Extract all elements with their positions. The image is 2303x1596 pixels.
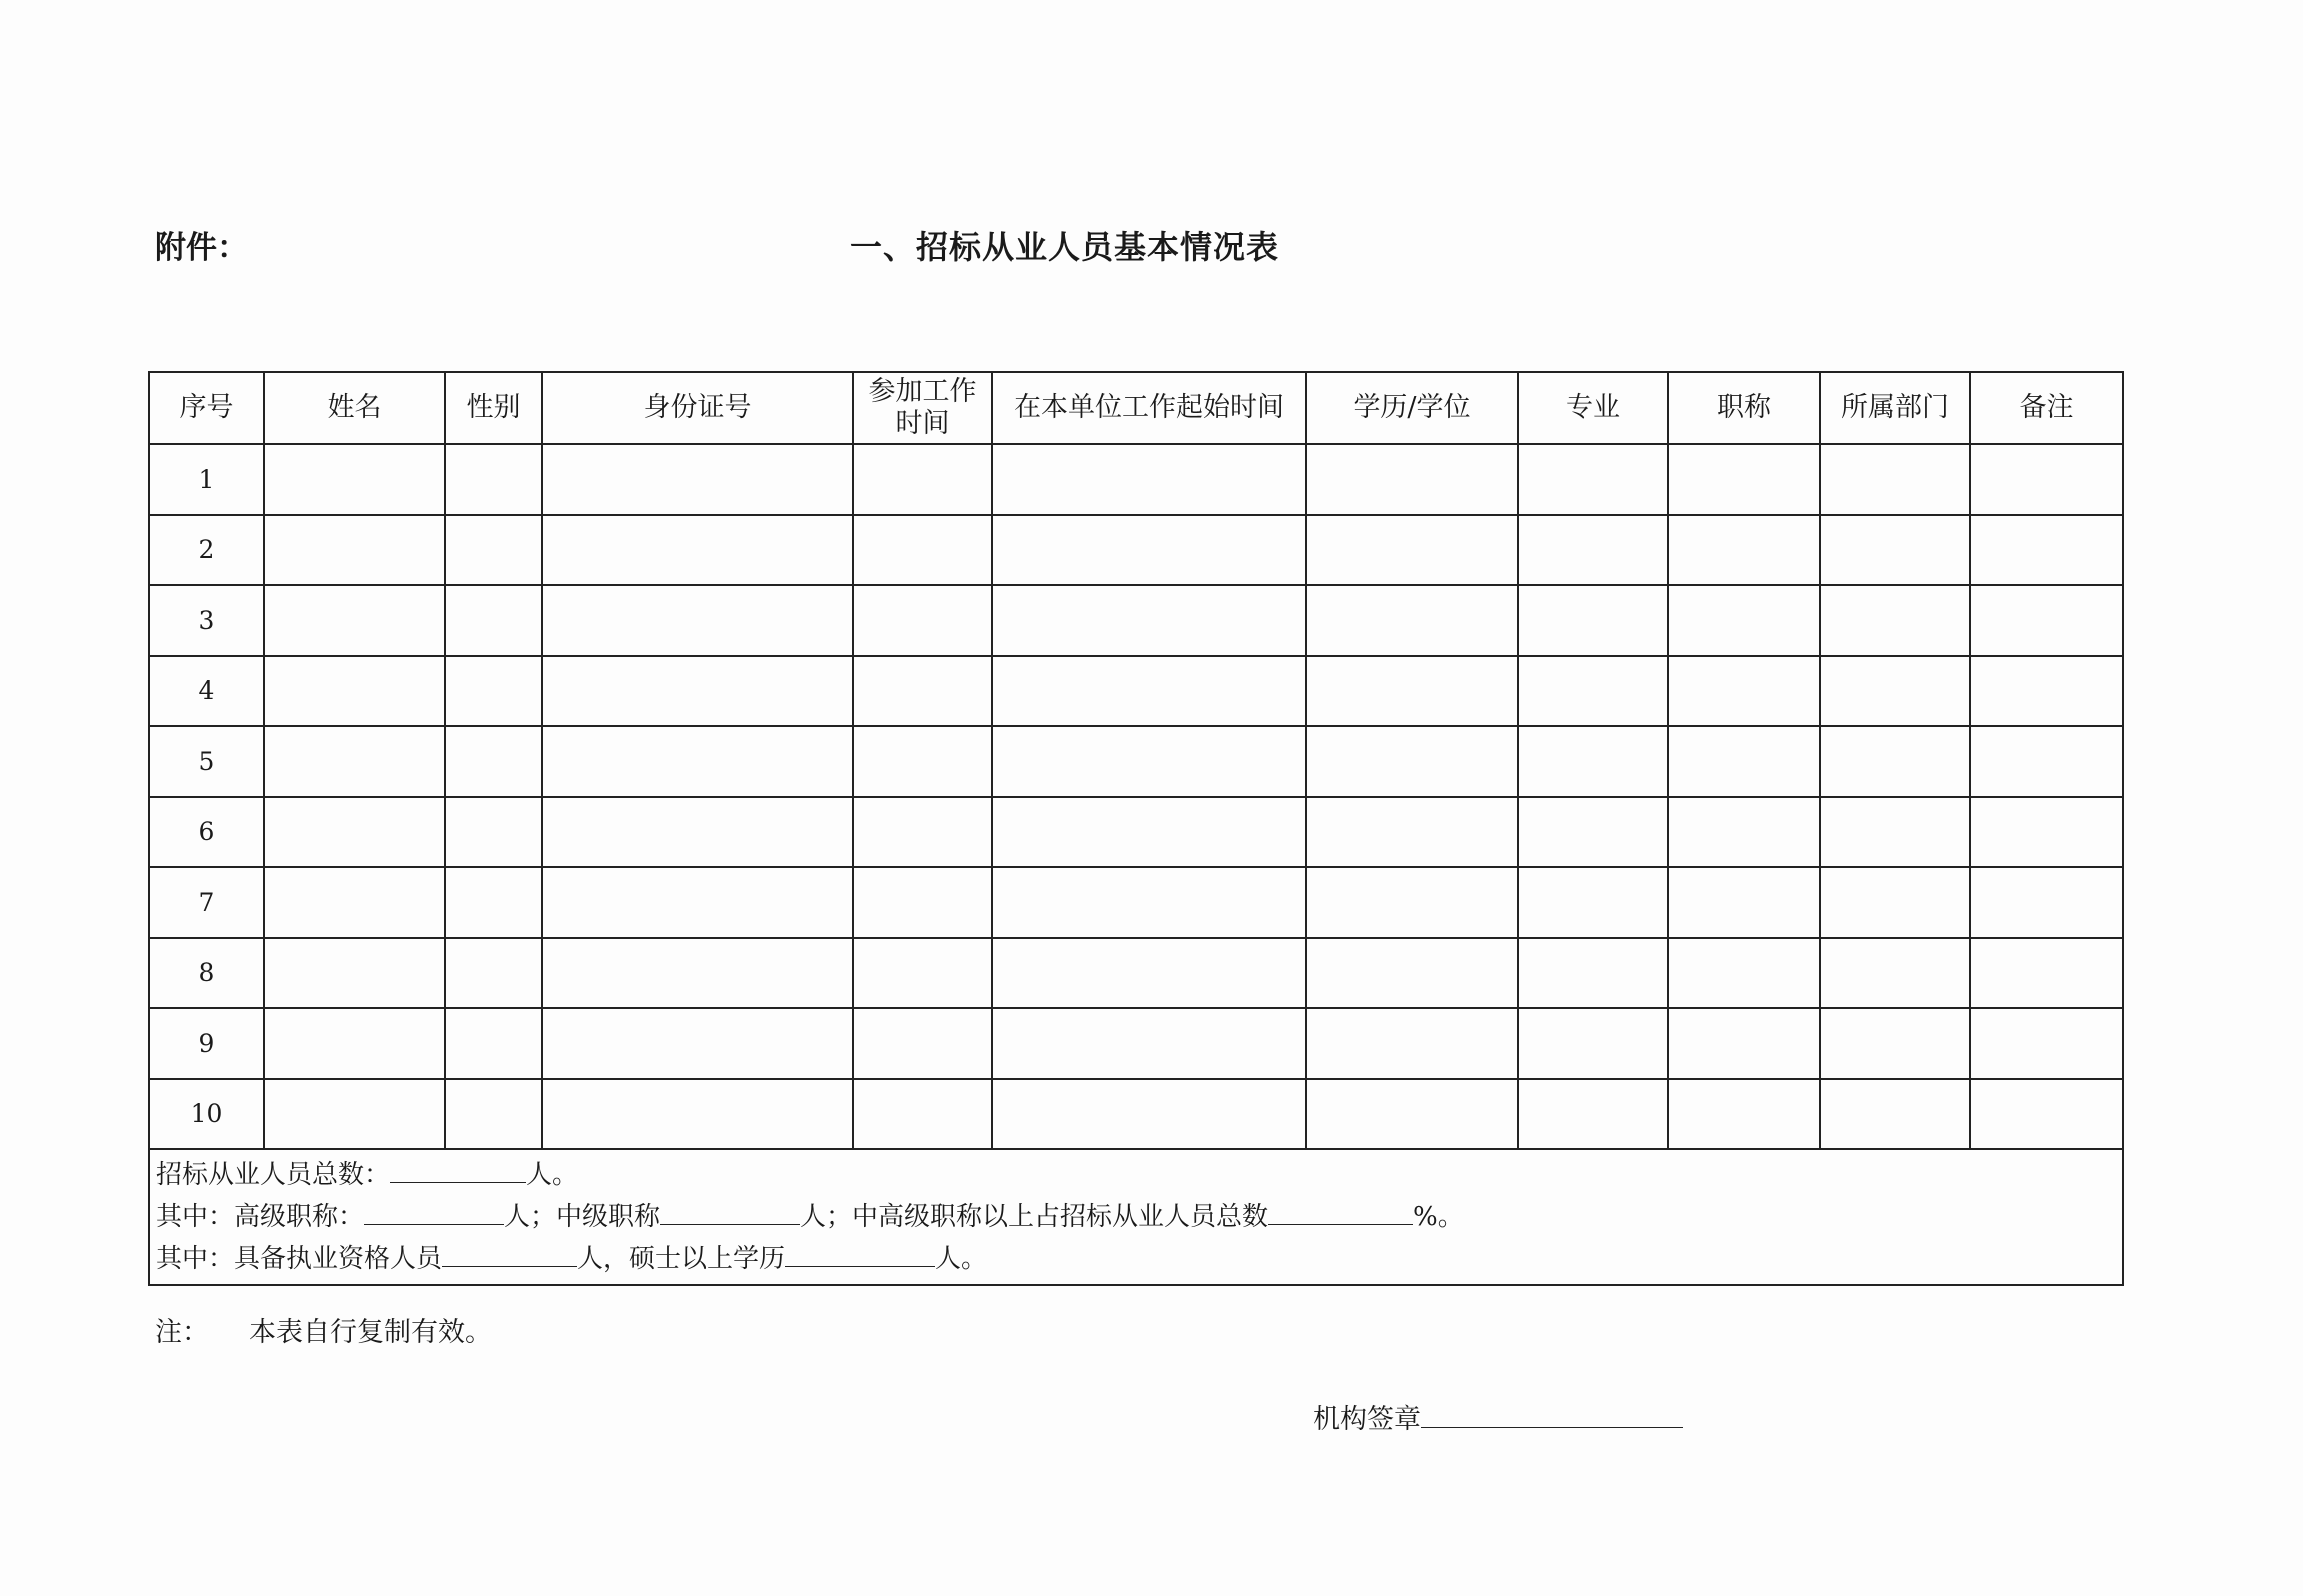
table-row [149, 515, 2123, 586]
gender-cell[interactable] [445, 938, 542, 1009]
education-cell[interactable] [1306, 938, 1518, 1009]
unit-start-cell[interactable] [992, 585, 1306, 656]
total-count-blank[interactable] [390, 1158, 526, 1183]
major-cell[interactable] [1518, 1079, 1668, 1150]
remarks-cell[interactable] [1970, 726, 2123, 797]
id-number-cell[interactable] [542, 726, 853, 797]
education-cell[interactable] [1306, 1079, 1518, 1150]
qualified-label: 其中：具备执业资格人员 [156, 1244, 443, 1274]
unit-start-cell[interactable] [992, 867, 1306, 938]
name-cell[interactable] [264, 938, 445, 1009]
department-cell[interactable] [1820, 726, 1970, 797]
gender-cell[interactable] [445, 585, 542, 656]
id-number-cell[interactable] [542, 938, 853, 1009]
id-number-cell[interactable] [542, 797, 853, 868]
unit-start-cell[interactable] [992, 1008, 1306, 1079]
gender-cell[interactable] [445, 1079, 542, 1150]
gender-cell[interactable] [445, 444, 542, 515]
name-cell[interactable] [264, 585, 445, 656]
mid-title-label: 人；中级职称 [504, 1202, 661, 1232]
personnel-table [148, 371, 2124, 1286]
column-header: 专业 [1518, 372, 1668, 444]
unit-start-cell[interactable] [992, 515, 1306, 586]
title-cell[interactable] [1668, 938, 1820, 1009]
gender-cell[interactable] [445, 726, 542, 797]
column-header: 职称 [1668, 372, 1820, 444]
title-cell[interactable] [1668, 515, 1820, 586]
gender-cell[interactable] [445, 656, 542, 727]
senior-title-blank[interactable] [364, 1200, 504, 1225]
department-cell[interactable] [1820, 585, 1970, 656]
table-row [149, 1008, 2123, 1079]
masters-blank[interactable] [785, 1242, 935, 1267]
work-start-cell[interactable] [853, 1008, 992, 1079]
id-number-cell[interactable] [542, 444, 853, 515]
work-start-cell[interactable] [853, 938, 992, 1009]
remarks-cell[interactable] [1970, 1008, 2123, 1079]
column-header: 备注 [1970, 372, 2123, 444]
work-start-cell[interactable] [853, 1079, 992, 1150]
education-cell[interactable] [1306, 585, 1518, 656]
percent-suffix: %。 [1413, 1202, 1464, 1232]
unit-start-cell[interactable] [992, 656, 1306, 727]
major-cell[interactable] [1518, 726, 1668, 797]
major-cell[interactable] [1518, 867, 1668, 938]
table-row [149, 726, 2123, 797]
document-title: 一、招标从业人员基本情况表 [850, 228, 1280, 266]
unit-start-cell[interactable] [992, 444, 1306, 515]
table-row [149, 1079, 2123, 1150]
summary-line-total [156, 1154, 2116, 1196]
row-number: 9 [149, 1008, 264, 1079]
total-suffix: 人。 [526, 1160, 579, 1190]
education-cell[interactable] [1306, 444, 1518, 515]
column-header: 参加工作时间 [853, 372, 992, 444]
education-cell[interactable] [1306, 867, 1518, 938]
row-number: 2 [149, 515, 264, 586]
education-cell[interactable] [1306, 797, 1518, 868]
name-cell[interactable] [264, 515, 445, 586]
gender-cell[interactable] [445, 515, 542, 586]
column-header: 在本单位工作起始时间 [992, 372, 1306, 444]
name-cell[interactable] [264, 726, 445, 797]
gender-cell[interactable] [445, 867, 542, 938]
footnote [155, 1310, 492, 1349]
work-start-cell[interactable] [853, 726, 992, 797]
major-cell[interactable] [1518, 1008, 1668, 1079]
row-number: 7 [149, 867, 264, 938]
table-row [149, 585, 2123, 656]
work-start-cell[interactable] [853, 585, 992, 656]
name-cell[interactable] [264, 444, 445, 515]
unit-start-cell[interactable] [992, 1079, 1306, 1150]
masters-suffix: 人。 [935, 1244, 988, 1274]
department-cell[interactable] [1820, 1079, 1970, 1150]
remarks-cell[interactable] [1970, 656, 2123, 727]
remarks-cell[interactable] [1970, 867, 2123, 938]
education-cell[interactable] [1306, 515, 1518, 586]
column-header: 性别 [445, 372, 542, 444]
total-label: 招标从业人员总数： [156, 1160, 391, 1190]
title-cell[interactable] [1668, 726, 1820, 797]
education-cell[interactable] [1306, 726, 1518, 797]
title-cell[interactable] [1668, 1008, 1820, 1079]
remarks-cell[interactable] [1970, 515, 2123, 586]
seal-label: 机构签章 [1313, 1404, 1421, 1435]
gender-cell[interactable] [445, 1008, 542, 1079]
table-row [149, 656, 2123, 727]
education-cell[interactable] [1306, 656, 1518, 727]
row-number: 6 [149, 797, 264, 868]
title-cell[interactable] [1668, 444, 1820, 515]
department-cell[interactable] [1820, 444, 1970, 515]
column-header: 身份证号 [542, 372, 853, 444]
work-start-cell[interactable] [853, 656, 992, 727]
senior-title-label: 其中：高级职称： [156, 1202, 365, 1232]
table-header-row [149, 372, 2123, 444]
summary-line-titles [156, 1196, 2116, 1238]
remarks-cell[interactable] [1970, 444, 2123, 515]
qualified-blank[interactable] [442, 1242, 577, 1267]
summary-line-qualifications [156, 1238, 2116, 1280]
title-cell[interactable] [1668, 867, 1820, 938]
work-start-cell[interactable] [853, 797, 992, 868]
unit-start-cell[interactable] [992, 797, 1306, 868]
seal-blank[interactable] [1421, 1403, 1683, 1428]
title-cell[interactable] [1668, 1079, 1820, 1150]
unit-start-cell[interactable] [992, 938, 1306, 1009]
row-number: 3 [149, 585, 264, 656]
major-cell[interactable] [1518, 444, 1668, 515]
column-header: 姓名 [264, 372, 445, 444]
department-cell[interactable] [1820, 797, 1970, 868]
title-cell[interactable] [1668, 585, 1820, 656]
work-start-cell[interactable] [853, 867, 992, 938]
column-header: 序号 [149, 372, 264, 444]
name-cell[interactable] [264, 1008, 445, 1079]
remarks-cell[interactable] [1970, 585, 2123, 656]
column-header: 所属部门 [1820, 372, 1970, 444]
remarks-cell[interactable] [1970, 938, 2123, 1009]
work-start-cell[interactable] [853, 444, 992, 515]
major-cell[interactable] [1518, 797, 1668, 868]
work-start-cell[interactable] [853, 515, 992, 586]
department-cell[interactable] [1820, 515, 1970, 586]
summary-cell [149, 1149, 2123, 1285]
department-cell[interactable] [1820, 656, 1970, 727]
row-number: 5 [149, 726, 264, 797]
name-cell[interactable] [264, 656, 445, 727]
id-number-cell[interactable] [542, 515, 853, 586]
attachment-label: 附件： [155, 230, 248, 266]
department-cell[interactable] [1820, 938, 1970, 1009]
department-cell[interactable] [1820, 867, 1970, 938]
unit-start-cell[interactable] [992, 726, 1306, 797]
name-cell[interactable] [264, 1079, 445, 1150]
title-cell[interactable] [1668, 656, 1820, 727]
id-number-cell[interactable] [542, 656, 853, 727]
major-cell[interactable] [1518, 938, 1668, 1009]
id-number-cell[interactable] [542, 585, 853, 656]
ratio-blank[interactable] [1268, 1200, 1413, 1225]
table-row [149, 444, 2123, 515]
name-cell[interactable] [264, 867, 445, 938]
row-number: 10 [149, 1079, 264, 1150]
department-cell[interactable] [1820, 1008, 1970, 1079]
row-number: 1 [149, 444, 264, 515]
masters-label: 人，硕士以上学历 [577, 1244, 786, 1274]
table-row [149, 867, 2123, 938]
title-cell[interactable] [1668, 797, 1820, 868]
table-row [149, 797, 2123, 868]
table-row [149, 938, 2123, 1009]
id-number-cell[interactable] [542, 1079, 853, 1150]
row-number: 8 [149, 938, 264, 1009]
education-cell[interactable] [1306, 1008, 1518, 1079]
name-cell[interactable] [264, 797, 445, 868]
major-cell[interactable] [1518, 515, 1668, 586]
major-cell[interactable] [1518, 585, 1668, 656]
major-cell[interactable] [1518, 656, 1668, 727]
remarks-cell[interactable] [1970, 1079, 2123, 1150]
column-header: 学历/学位 [1306, 372, 1518, 444]
summary-row [149, 1149, 2123, 1285]
id-number-cell[interactable] [542, 1008, 853, 1079]
note-text: 本表自行复制有效。 [249, 1317, 492, 1348]
ratio-label: 人；中高级职称以上占招标从业人员总数 [800, 1202, 1269, 1232]
row-number: 4 [149, 656, 264, 727]
gender-cell[interactable] [445, 797, 542, 868]
organization-seal [1313, 1397, 1683, 1436]
id-number-cell[interactable] [542, 867, 853, 938]
note-label: 注： [155, 1317, 209, 1348]
mid-title-blank[interactable] [660, 1200, 800, 1225]
remarks-cell[interactable] [1970, 797, 2123, 868]
